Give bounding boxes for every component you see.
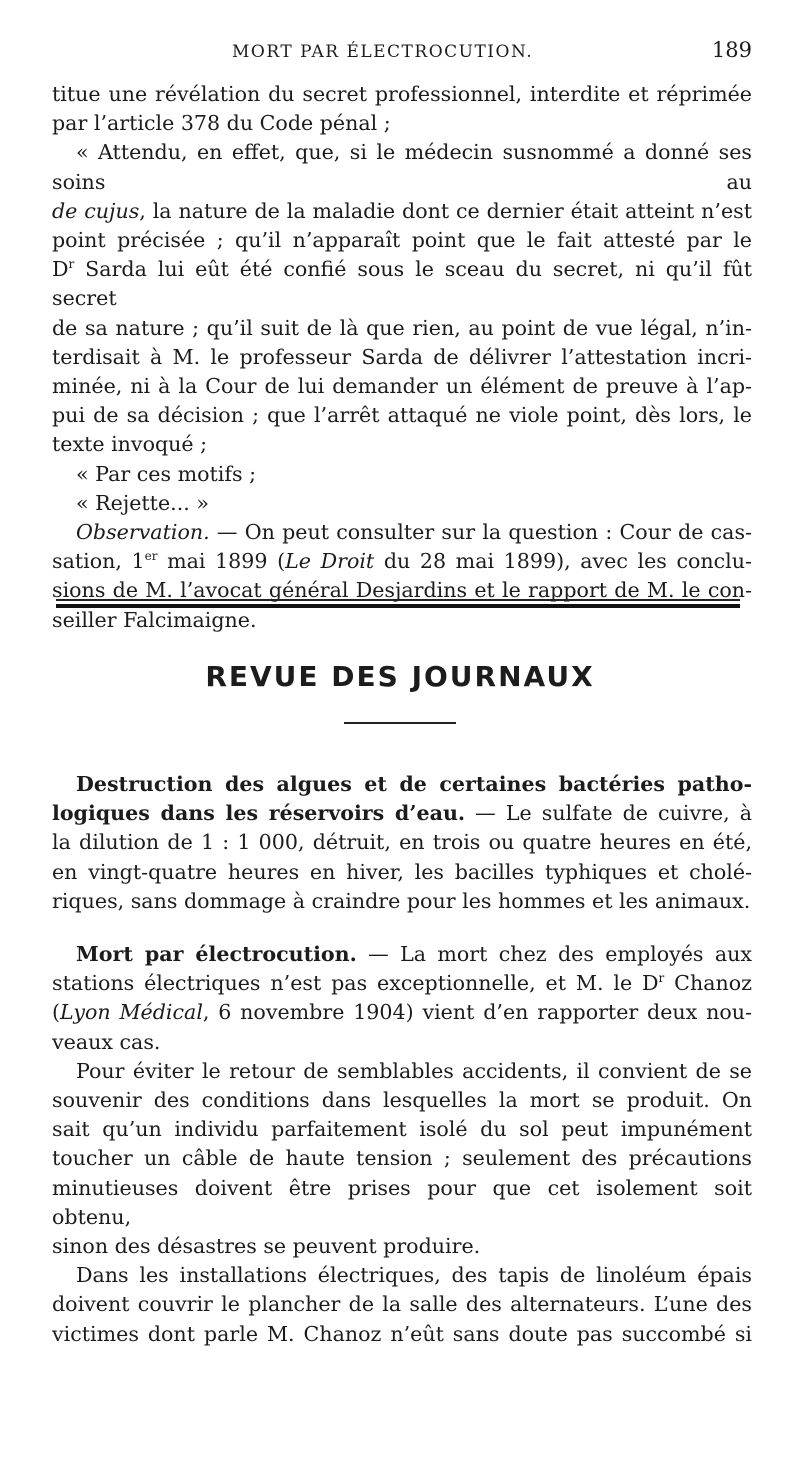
text-line: Pour éviter le retour de semblables accidents, il convient de se [76,1058,752,1083]
text-line: sions de M. l’avocat général Desjardins et le rapport de M. le con- [52,578,752,603]
text-line: minutieuses doivent être prises pour que cet isolement soit obtenu, [52,1175,752,1229]
text-line: minée, ni à la Cour de lui demander un élément de preuve à l’ap- [52,374,752,399]
text-line: riques, sans dommage à craindre pour les hommes et les animaux. [52,888,751,913]
text-line: « Par ces motifs ; [76,461,257,486]
text-line: sation, 1er mai 1899 (Le Droit du 28 mai 1899), avec les conclu- [52,549,752,574]
text-line: seiller Falcimaigne. [52,607,257,632]
running-title: MORT PAR ÉLECTROCUTION. [232,42,534,62]
text-line: toucher un câble de haute tension ; seulement des précautions [52,1146,752,1171]
text-line: en vingt-quatre heures en hiver, les bacilles typhiques et cholé- [52,859,752,884]
text-line: la dilution de 1 : 1 000, détruit, en trois ou quatre heures en été, [52,830,752,855]
text-line: $D^r$ Sarda lui eût été confié sous le sceau du secret, ni qu’il fût secret [52,257,752,311]
article-heading: Destruction des algues et de certaines bactéries patho- [76,772,752,796]
article-electrocution [52,940,752,1349]
latin-term: de cujus [52,198,140,223]
article-heading: Mort par électrocution. — La mort chez des employés aux [76,942,752,966]
continued-text [52,80,752,635]
title-underline [344,722,456,724]
running-header [232,38,752,62]
text-line: de sa nature ; qu’il suit de là que rien, au point de vue légal, n’in- [52,315,752,340]
text-line: terdisait à M. le professeur Sarda de délivrer l’attestation incri- [52,344,752,369]
text-line: stations électriques n’est pas exceptionnelle, et M. le $D^r$ Chanoz [52,971,752,996]
text-line: de cujus, la nature de la maladie dont ce dernier était atteint n’est [52,198,752,223]
section-title: REVUE DES JOURNAUX [205,660,595,693]
text-line: doivent couvrir le plancher de la salle des alternateurs. L’une des [52,1292,752,1317]
section-divider [56,599,740,608]
text-line: titue une révélation du secret professionnel, interdite et réprimée [52,82,752,106]
text-line: point précisée ; qu’il n’apparaît point que le fait attesté par le [52,228,752,253]
text-line: logiques dans les réservoirs d’eau. — Le sulfate de cuivre, à [52,801,753,826]
text-line: texte invoqué ; [52,432,208,457]
text-line: par l’article 378 du Code pénal ; [52,111,391,136]
text-line: pui de sa décision ; que l’arrêt attaqué ne viole point, dès lors, le [52,403,752,428]
text-line: sinon des désastres se peuvent produire. [52,1234,481,1259]
text-line: sait qu’un individu parfaitement isolé du sol peut impunément [52,1117,752,1142]
text-line: souvenir des conditions dans lesquelles la mort se produit. On [52,1088,752,1113]
observation-line: Observation. — On peut consulter sur la question : Cour de cas- [76,520,752,545]
text-line: veaux cas. [52,1029,161,1054]
page-number: 189 [711,38,752,62]
text-line: Dans les installations électriques, des tapis de linoléum épais [76,1263,752,1288]
text-line: « Rejette... » [76,490,209,515]
article-algues [52,770,752,916]
text-line: « Attendu, en effet, que, si le médecin susnommé a donné ses soins au [52,140,752,194]
text-line: (Lyon Médical, 6 novembre 1904) vient d’en rapporter deux nou- [52,1000,752,1025]
text-line: victimes dont parle M. Chanoz n’eût sans doute pas succombé si [52,1321,752,1346]
observation-label: Observation. [76,520,210,545]
